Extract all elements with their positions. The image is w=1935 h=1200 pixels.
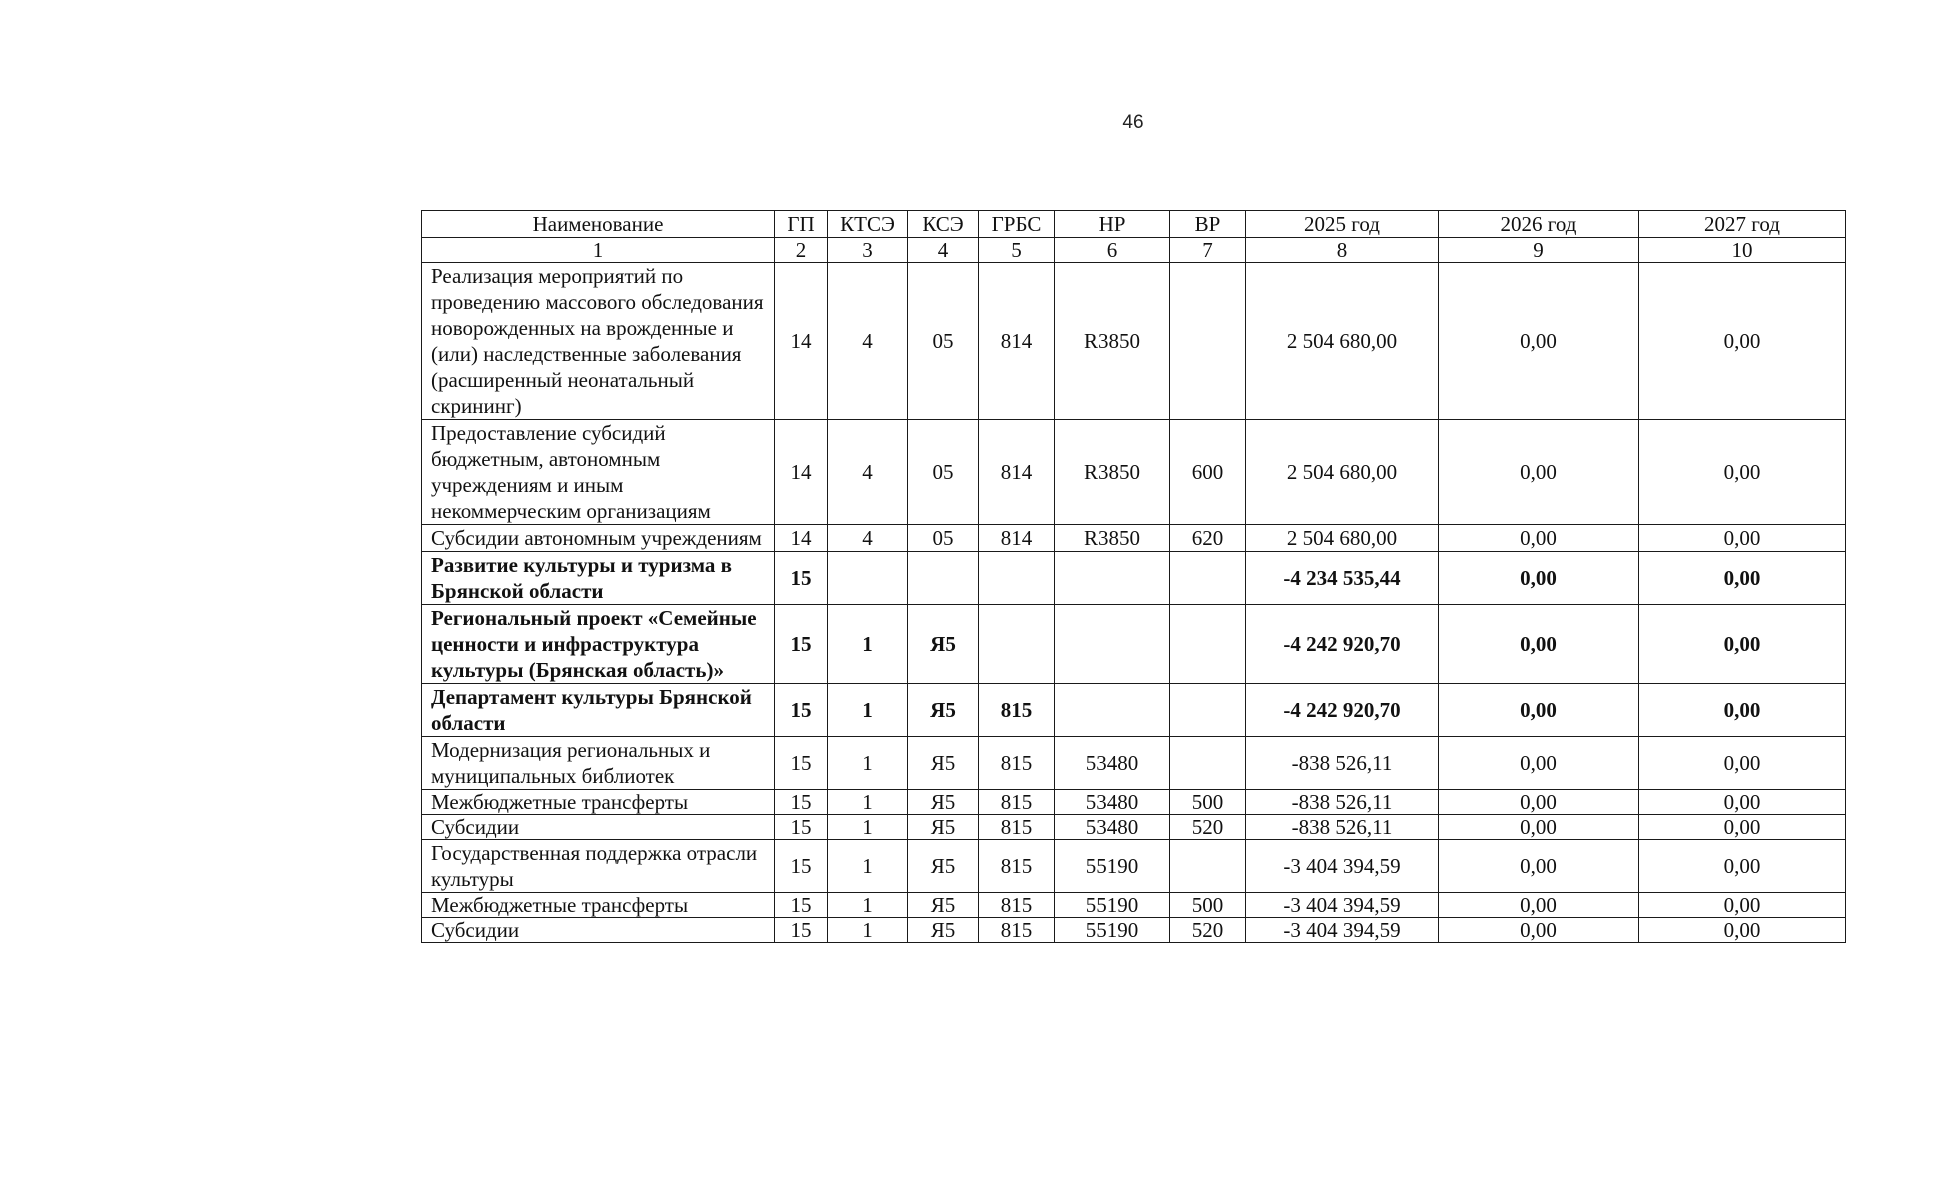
cell-2025: -838 526,11 (1246, 737, 1439, 790)
cell-kse: 05 (908, 263, 979, 420)
cell-nr: 55190 (1055, 893, 1170, 918)
column-header-vr: ВР (1170, 211, 1246, 238)
cell-nr: 55190 (1055, 918, 1170, 943)
cell-nr: 53480 (1055, 815, 1170, 840)
row-name: Государственная поддержка отрасли культуры (422, 840, 775, 893)
table-row (422, 605, 1846, 684)
row-name: Межбюджетные трансферты (422, 790, 775, 815)
cell-gp: 15 (775, 684, 828, 737)
cell-2027: 0,00 (1639, 552, 1846, 605)
cell-vr (1170, 263, 1246, 420)
cell-grbs: 815 (979, 893, 1055, 918)
table-row (422, 552, 1846, 605)
cell-nr (1055, 605, 1170, 684)
cell-ktse: 1 (828, 815, 908, 840)
column-index: 3 (828, 238, 908, 263)
cell-gp: 15 (775, 552, 828, 605)
cell-2027: 0,00 (1639, 737, 1846, 790)
cell-grbs: 815 (979, 790, 1055, 815)
cell-gp: 15 (775, 815, 828, 840)
cell-kse (908, 552, 979, 605)
cell-kse: Я5 (908, 815, 979, 840)
budget-table (421, 210, 1846, 943)
cell-vr: 520 (1170, 815, 1246, 840)
row-name: Департамент культуры Брянской области (422, 684, 775, 737)
cell-2025: -838 526,11 (1246, 790, 1439, 815)
cell-2027: 0,00 (1639, 815, 1846, 840)
cell-nr: 55190 (1055, 840, 1170, 893)
cell-nr (1055, 684, 1170, 737)
cell-kse: Я5 (908, 918, 979, 943)
table-body (422, 263, 1846, 943)
cell-2026: 0,00 (1439, 815, 1639, 840)
cell-grbs: 814 (979, 420, 1055, 525)
cell-kse: 05 (908, 525, 979, 552)
column-index-row (422, 238, 1846, 263)
column-header-2026: 2026 год (1439, 211, 1639, 238)
cell-2026: 0,00 (1439, 893, 1639, 918)
cell-2026: 0,00 (1439, 552, 1639, 605)
cell-2026: 0,00 (1439, 525, 1639, 552)
row-name: Предоставление субсидий бюджетным, автономным учреждениям и иным некоммерческим организациям (422, 420, 775, 525)
cell-gp: 15 (775, 918, 828, 943)
cell-grbs (979, 605, 1055, 684)
cell-ktse (828, 552, 908, 605)
row-name: Субсидии (422, 815, 775, 840)
cell-kse: Я5 (908, 893, 979, 918)
cell-kse: 05 (908, 420, 979, 525)
cell-2025: 2 504 680,00 (1246, 420, 1439, 525)
row-name: Субсидии (422, 918, 775, 943)
cell-ktse: 4 (828, 420, 908, 525)
cell-2025: 2 504 680,00 (1246, 525, 1439, 552)
cell-nr: R3850 (1055, 420, 1170, 525)
cell-2026: 0,00 (1439, 420, 1639, 525)
cell-vr: 500 (1170, 893, 1246, 918)
cell-vr: 600 (1170, 420, 1246, 525)
cell-vr (1170, 605, 1246, 684)
column-header-name: Наименование (422, 211, 775, 238)
column-index: 10 (1639, 238, 1846, 263)
table-row (422, 525, 1846, 552)
cell-2026: 0,00 (1439, 918, 1639, 943)
cell-kse: Я5 (908, 840, 979, 893)
cell-2026: 0,00 (1439, 840, 1639, 893)
column-header-grbs: ГРБС (979, 211, 1055, 238)
column-index: 1 (422, 238, 775, 263)
cell-grbs (979, 552, 1055, 605)
table-row (422, 893, 1846, 918)
cell-grbs: 815 (979, 918, 1055, 943)
page-number: 46 (1122, 112, 1144, 133)
cell-nr: 53480 (1055, 737, 1170, 790)
cell-gp: 15 (775, 605, 828, 684)
cell-2025: -3 404 394,59 (1246, 840, 1439, 893)
cell-2025: 2 504 680,00 (1246, 263, 1439, 420)
row-name: Региональный проект «Семейные ценности и инфраструктура культуры (Брянская область)» (422, 605, 775, 684)
cell-grbs: 814 (979, 525, 1055, 552)
table-row (422, 815, 1846, 840)
cell-grbs: 815 (979, 684, 1055, 737)
table-row (422, 420, 1846, 525)
cell-ktse: 1 (828, 605, 908, 684)
cell-nr: 53480 (1055, 790, 1170, 815)
cell-gp: 15 (775, 893, 828, 918)
cell-grbs: 814 (979, 263, 1055, 420)
cell-ktse: 1 (828, 684, 908, 737)
cell-2025: -4 242 920,70 (1246, 684, 1439, 737)
cell-2026: 0,00 (1439, 684, 1639, 737)
row-name: Реализация мероприятий по проведению массового обследования новорожденных на врожденные и (или) наследственные заболевания (расширенный неонатальный скрининг) (422, 263, 775, 420)
cell-vr: 500 (1170, 790, 1246, 815)
cell-2027: 0,00 (1639, 605, 1846, 684)
cell-2027: 0,00 (1639, 420, 1846, 525)
cell-gp: 14 (775, 420, 828, 525)
cell-vr: 620 (1170, 525, 1246, 552)
table-header (422, 211, 1846, 263)
cell-grbs: 815 (979, 840, 1055, 893)
cell-kse: Я5 (908, 684, 979, 737)
cell-nr (1055, 552, 1170, 605)
row-name: Межбюджетные трансферты (422, 893, 775, 918)
cell-kse: Я5 (908, 605, 979, 684)
cell-2025: -3 404 394,59 (1246, 918, 1439, 943)
cell-2027: 0,00 (1639, 263, 1846, 420)
column-header-gp: ГП (775, 211, 828, 238)
cell-ktse: 1 (828, 790, 908, 815)
row-name: Развитие культуры и туризма в Брянской области (422, 552, 775, 605)
cell-nr: R3850 (1055, 263, 1170, 420)
cell-kse: Я5 (908, 790, 979, 815)
column-index: 8 (1246, 238, 1439, 263)
table-row (422, 840, 1846, 893)
table-row (422, 263, 1846, 420)
cell-vr (1170, 737, 1246, 790)
cell-ktse: 1 (828, 840, 908, 893)
cell-2026: 0,00 (1439, 605, 1639, 684)
cell-grbs: 815 (979, 737, 1055, 790)
cell-2025: -3 404 394,59 (1246, 893, 1439, 918)
cell-2027: 0,00 (1639, 840, 1846, 893)
column-index: 6 (1055, 238, 1170, 263)
cell-nr: R3850 (1055, 525, 1170, 552)
cell-vr (1170, 840, 1246, 893)
cell-2026: 0,00 (1439, 737, 1639, 790)
cell-ktse: 1 (828, 893, 908, 918)
cell-gp: 14 (775, 525, 828, 552)
cell-ktse: 1 (828, 918, 908, 943)
cell-2027: 0,00 (1639, 918, 1846, 943)
column-index: 9 (1439, 238, 1639, 263)
column-index: 2 (775, 238, 828, 263)
cell-2027: 0,00 (1639, 790, 1846, 815)
cell-vr (1170, 552, 1246, 605)
cell-2027: 0,00 (1639, 525, 1846, 552)
table-row (422, 918, 1846, 943)
cell-2025: -838 526,11 (1246, 815, 1439, 840)
cell-gp: 14 (775, 263, 828, 420)
cell-2025: -4 242 920,70 (1246, 605, 1439, 684)
cell-2025: -4 234 535,44 (1246, 552, 1439, 605)
cell-grbs: 815 (979, 815, 1055, 840)
cell-2027: 0,00 (1639, 893, 1846, 918)
column-index: 7 (1170, 238, 1246, 263)
column-index: 4 (908, 238, 979, 263)
cell-ktse: 4 (828, 263, 908, 420)
cell-kse: Я5 (908, 737, 979, 790)
column-header-nr: НР (1055, 211, 1170, 238)
column-header-2025: 2025 год (1246, 211, 1439, 238)
column-index: 5 (979, 238, 1055, 263)
table-row (422, 737, 1846, 790)
cell-vr: 520 (1170, 918, 1246, 943)
cell-vr (1170, 684, 1246, 737)
header-row (422, 211, 1846, 238)
table-row (422, 684, 1846, 737)
column-header-kse: КСЭ (908, 211, 979, 238)
cell-gp: 15 (775, 840, 828, 893)
cell-2026: 0,00 (1439, 263, 1639, 420)
row-name: Модернизация региональных и муниципальных библиотек (422, 737, 775, 790)
table-row (422, 790, 1846, 815)
cell-2026: 0,00 (1439, 790, 1639, 815)
column-header-ktse: КТСЭ (828, 211, 908, 238)
cell-2027: 0,00 (1639, 684, 1846, 737)
column-header-2027: 2027 год (1639, 211, 1846, 238)
row-name: Субсидии автономным учреждениям (422, 525, 775, 552)
cell-gp: 15 (775, 737, 828, 790)
cell-gp: 15 (775, 790, 828, 815)
cell-ktse: 4 (828, 525, 908, 552)
cell-ktse: 1 (828, 737, 908, 790)
